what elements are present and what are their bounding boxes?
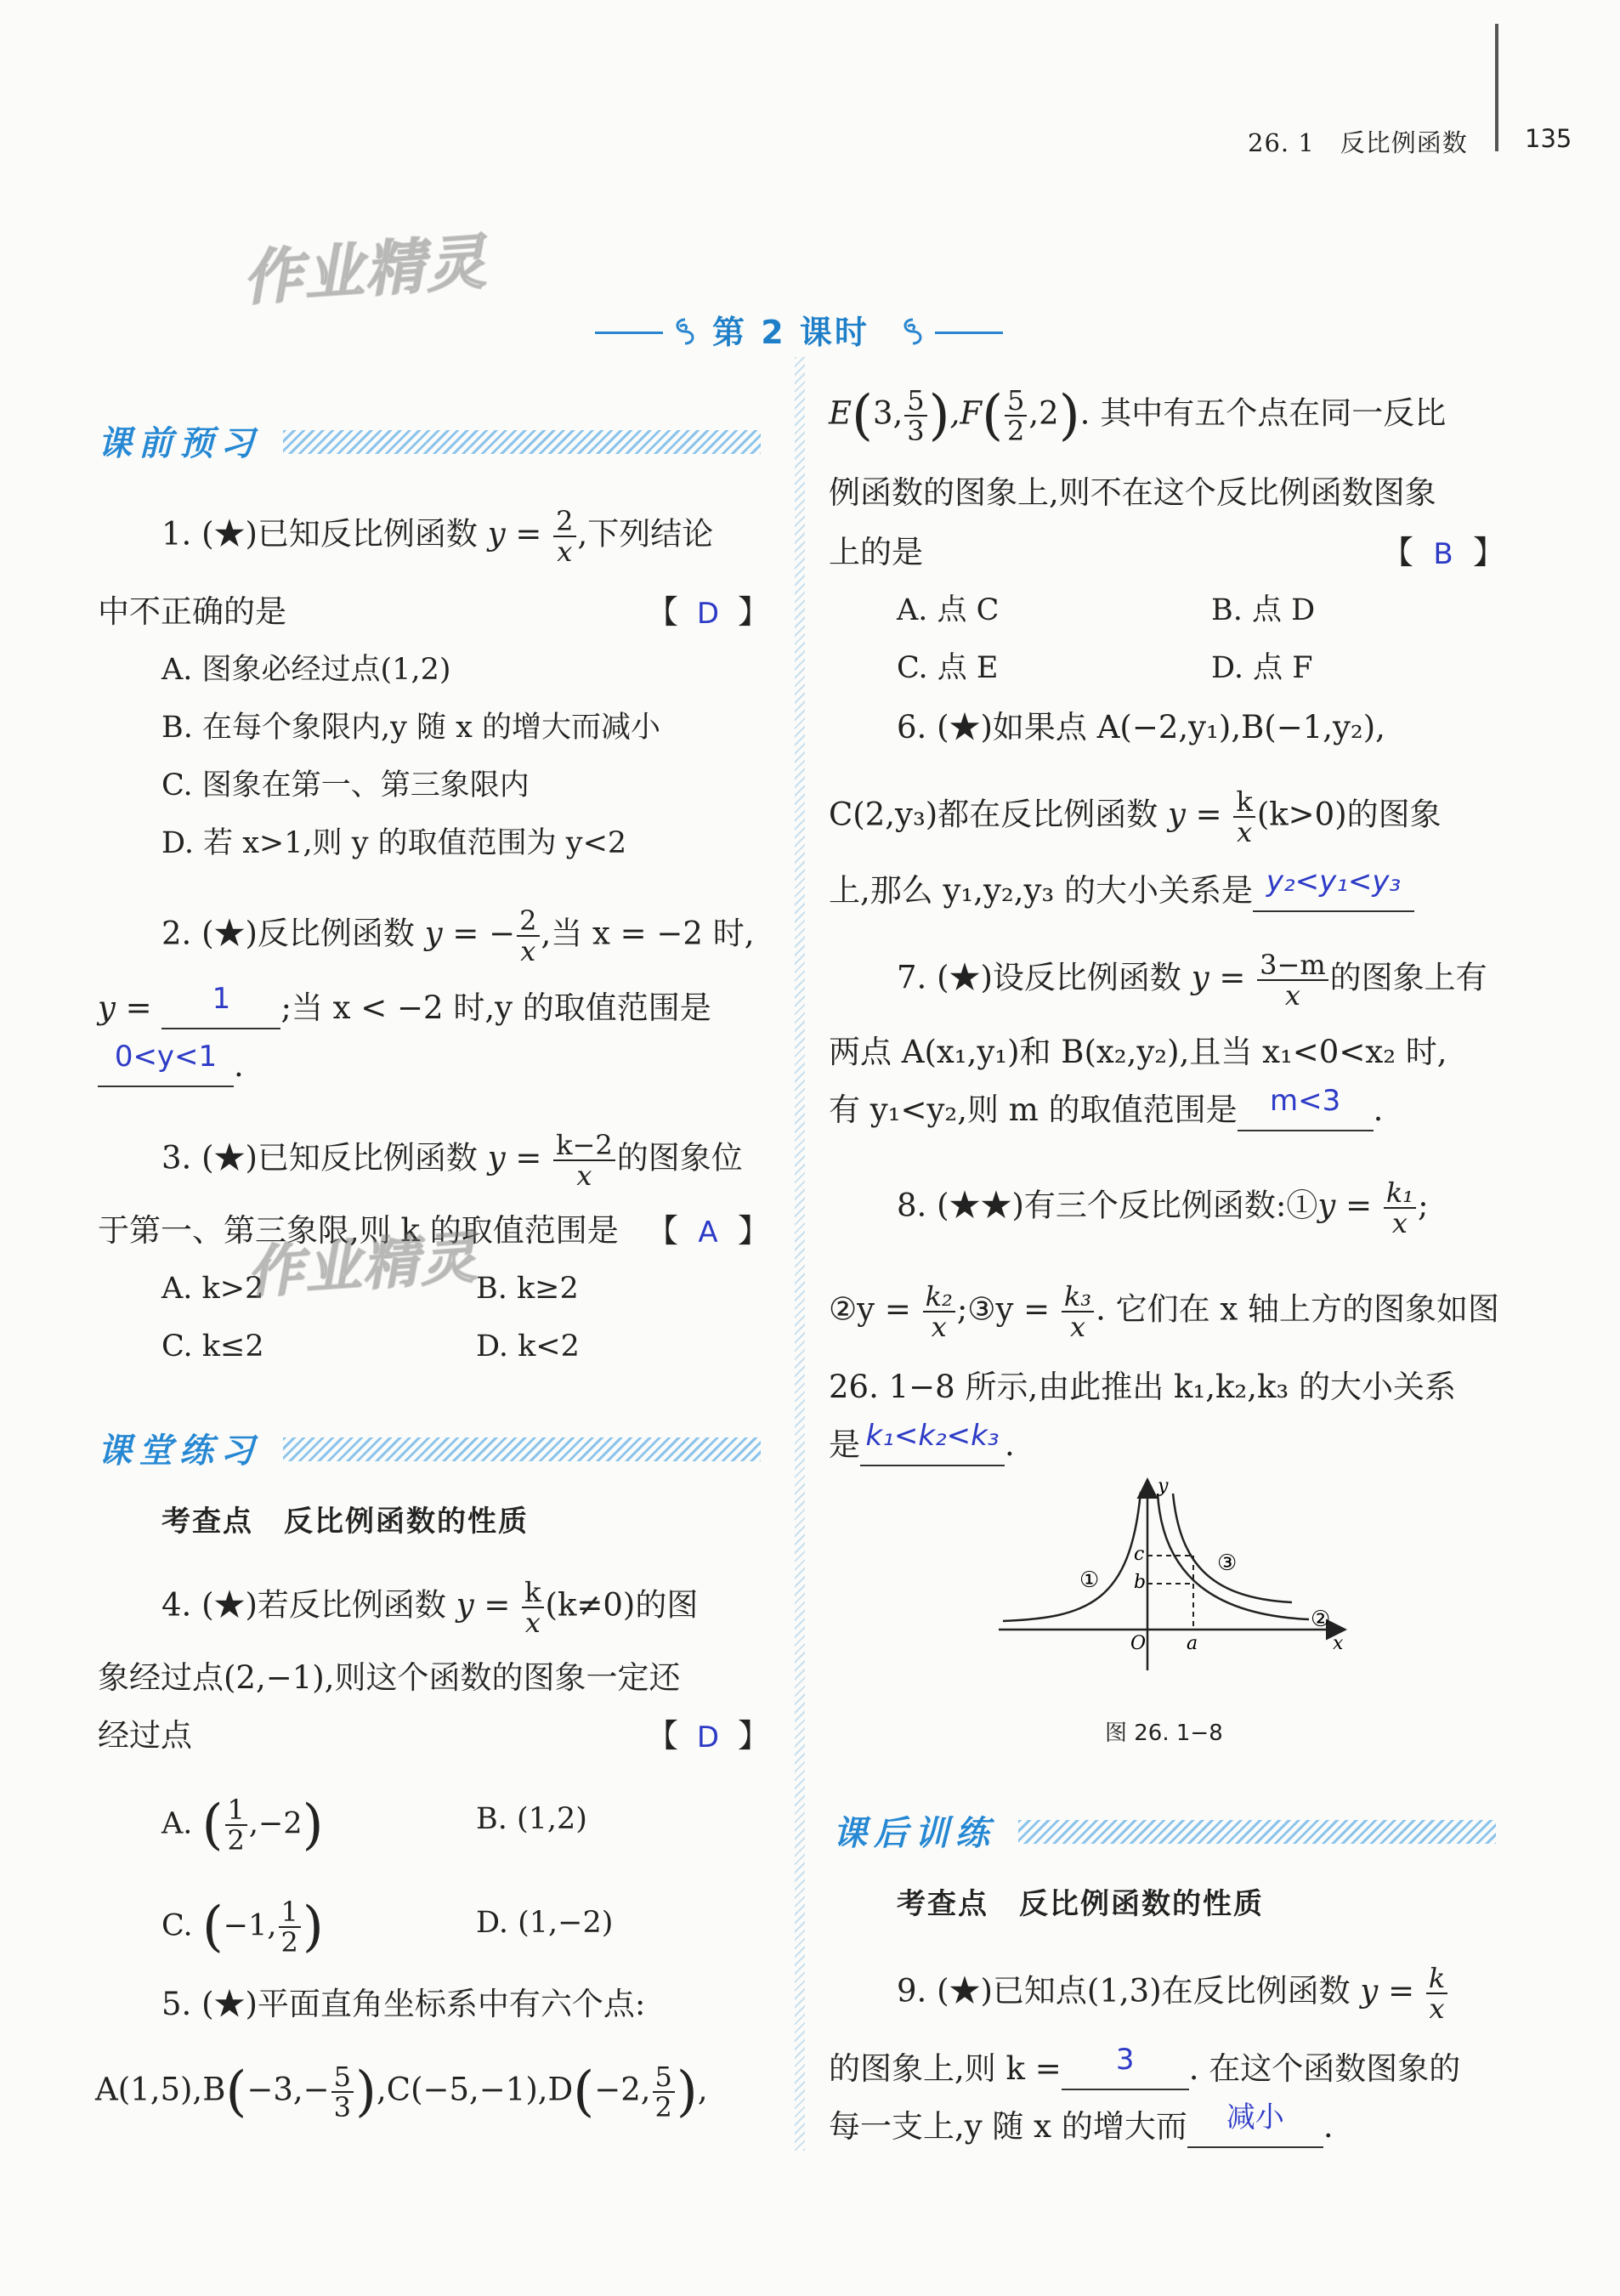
q1-option-b: B. 在每个象限内,y 随 x 的增大而减小 bbox=[161, 711, 660, 745]
q2-line-1 bbox=[161, 906, 754, 966]
section-preview-heading bbox=[98, 417, 761, 463]
q6-line-2 bbox=[829, 787, 1442, 847]
q8-f2-num: k₂ bbox=[923, 1282, 955, 1312]
q8-f3-num: k₃ bbox=[1062, 1282, 1094, 1312]
section-preview-label: 课前预习 bbox=[98, 424, 261, 463]
q8-text-a-end: ; bbox=[1418, 1187, 1429, 1224]
q4-opt-c-den: 2 bbox=[280, 1926, 298, 1959]
q4-text-b: (k≠0)的图 bbox=[545, 1586, 699, 1624]
q1-line-2: 中不正确的是 bbox=[98, 593, 286, 630]
q5-point-e-num: 5 bbox=[904, 386, 926, 417]
q1-answer: D bbox=[696, 597, 720, 631]
q2-line-3 bbox=[98, 1040, 244, 1087]
q2-line-2 bbox=[98, 982, 711, 1029]
q4-opt-c-label: C. bbox=[161, 1908, 193, 1943]
q7-text-a: 7. (★)设反比例函数 bbox=[897, 959, 1192, 996]
q8-f3-pre: ;③y = bbox=[956, 1290, 1060, 1328]
q5-point-f-fraction bbox=[1005, 386, 1027, 445]
q8-f1-num: k₁ bbox=[1384, 1178, 1416, 1209]
q1-line-1 bbox=[161, 507, 713, 566]
q5-point-b-mid: −3,− bbox=[246, 2071, 330, 2108]
section-classwork-heading bbox=[98, 1424, 761, 1471]
label-curve-3: ③ bbox=[1217, 1551, 1238, 1576]
q6-line-1: 6. (★)如果点 A(−2,y₁),B(−1,y₂), bbox=[897, 709, 1385, 745]
q6-answer: y₂<y₁<y₃ bbox=[1266, 865, 1402, 899]
q3-option-c: C. k≤2 bbox=[161, 1329, 264, 1363]
q5-line-5: 上的是 bbox=[829, 534, 923, 570]
q4-fraction bbox=[522, 1578, 543, 1637]
watermark-logo: 作业精灵 bbox=[240, 227, 490, 314]
q5-point-end: , bbox=[697, 2071, 708, 2108]
label-a: a bbox=[1187, 1633, 1198, 1654]
q5-point-f-num: 5 bbox=[1005, 386, 1027, 417]
q2-blank-2 bbox=[98, 1040, 234, 1087]
q4-frac-den: x bbox=[524, 1607, 541, 1639]
q4-opt-a-den: 2 bbox=[227, 1824, 245, 1857]
q2-text-c: ;当 x < −2 时,y 的取值范围是 bbox=[280, 989, 711, 1026]
q9-func-lhs: y = bbox=[1360, 1972, 1425, 2010]
q8-text-a: 8. (★★)有三个反比例函数:① bbox=[897, 1187, 1318, 1224]
q5-option-b: B. 点 D bbox=[1211, 593, 1316, 627]
q2-blank-1 bbox=[161, 982, 280, 1029]
q4-opt-a-post: ,−2 bbox=[248, 1806, 303, 1841]
q9-frac-num: k bbox=[1426, 1964, 1447, 1994]
q3-answer-bracket: 【 A 】 bbox=[646, 1212, 771, 1250]
q4-option-a: A. ( $\frac{1}{2}$ ,−2) bbox=[161, 1794, 324, 1857]
q1-option-c: C. 图象在第一、第三象限内 bbox=[161, 768, 530, 802]
q6-text-c: 上,那么 y₁,y₂,y₃ 的大小关系是 bbox=[829, 872, 1254, 909]
q8-text-d: 是 bbox=[829, 1426, 860, 1463]
q1-text-a: 1. (★)已知反比例函数 bbox=[161, 515, 488, 553]
section-homework-label: 课后训练 bbox=[833, 1814, 996, 1853]
q5-point-e-mid: 3, bbox=[872, 394, 903, 432]
q8-line-4 bbox=[829, 1419, 1015, 1466]
q4-func-lhs: y = bbox=[456, 1586, 521, 1624]
header-divider bbox=[1495, 24, 1498, 151]
q5-point-d-fraction bbox=[653, 2062, 675, 2122]
q9-blank-2 bbox=[1187, 2100, 1323, 2148]
q4-answer-bracket: 【 D 】 bbox=[646, 1717, 771, 1755]
q5-point-f-label: ,F bbox=[949, 394, 983, 432]
q4-opt-a-label: A. bbox=[161, 1806, 193, 1841]
q5-option-d: D. 点 F bbox=[1211, 651, 1313, 685]
q5-point-f-den: 2 bbox=[1007, 415, 1025, 447]
q9-answer-1: 3 bbox=[1115, 2043, 1135, 2077]
q9-line-2 bbox=[829, 2043, 1461, 2090]
q6-text-b-post: (k>0)的图象 bbox=[1256, 796, 1442, 833]
q4-opt-c-num: 1 bbox=[279, 1897, 301, 1928]
label-b: b bbox=[1134, 1572, 1147, 1593]
q1-option-d: D. 若 x>1,则 y 的取值范围为 y<2 bbox=[161, 826, 627, 860]
q2-text-a: 2. (★)反比例函数 bbox=[161, 915, 425, 952]
q4-frac-num: k bbox=[522, 1578, 543, 1608]
hyperbola-figure bbox=[994, 1475, 1351, 1679]
section-homework-heading bbox=[833, 1806, 1496, 1853]
q7-text-b: 的图象上有 bbox=[1329, 959, 1487, 996]
q4-line-2: 象经过点(2,−1),则这个函数的图象一定还 bbox=[98, 1659, 681, 1696]
q5-point-d-mid: −2, bbox=[594, 2071, 651, 2108]
q3-frac-den: x bbox=[576, 1159, 592, 1192]
watermark-logo: 作业精灵 bbox=[245, 1224, 480, 1307]
label-y: y bbox=[1158, 1476, 1169, 1497]
q8-text-b: . 它们在 x 轴上方的图象如图 bbox=[1096, 1290, 1500, 1328]
q5-line-3: E(3, $\frac{5}{3}$ ),F( $\frac{5}{2}$ ,2). 其中有五个点在同一反比 bbox=[829, 384, 1447, 447]
q9-text-b: 的图象上,则 k = bbox=[829, 2050, 1062, 2087]
q7-frac-num: 3−m bbox=[1257, 950, 1328, 981]
q6-text-b-pre: C(2,y₃)都在反比例函数 bbox=[829, 796, 1168, 833]
label-curve-2: ② bbox=[1311, 1607, 1331, 1632]
q7-text-end: . bbox=[1373, 1091, 1384, 1128]
q9-text-a: 9. (★)已知点(1,3)在反比例函数 bbox=[897, 1972, 1361, 2010]
q3-fraction bbox=[553, 1131, 615, 1190]
q4-line-3: 经过点 bbox=[98, 1717, 192, 1754]
q4-answer: D bbox=[696, 1721, 720, 1755]
q6-blank bbox=[1253, 865, 1414, 912]
q9-text-end: . bbox=[1323, 2108, 1334, 2145]
q5-line-2: A(1,5),B(−3,− $\frac{5}{3}$ ),C(−5,−1),D(−2, $\frac{5}{2}$ ), bbox=[95, 2061, 708, 2123]
q8-f1-fraction bbox=[1384, 1178, 1416, 1238]
q5-point-b-fraction bbox=[331, 2062, 354, 2122]
q5-line-4: 例函数的图象上,则不在这个反比例函数图象 bbox=[829, 474, 1436, 511]
q8-f1-den: x bbox=[1391, 1207, 1408, 1239]
q7-text-d: 有 y₁<y₂,则 m 的取值范围是 bbox=[829, 1091, 1238, 1128]
q7-fraction bbox=[1257, 950, 1328, 1010]
q5-point-e-fraction bbox=[904, 386, 926, 445]
q7-blank bbox=[1238, 1084, 1374, 1131]
q4-option-d: D. (1,−2) bbox=[476, 1906, 614, 1940]
q8-line-2 bbox=[829, 1282, 1499, 1341]
q3-option-b: B. k≥2 bbox=[476, 1272, 579, 1306]
q1-func-lhs: y = bbox=[487, 515, 552, 553]
q2-text-b: ,当 x = −2 时, bbox=[541, 915, 755, 952]
q3-text-b: 的图象位 bbox=[616, 1139, 743, 1176]
q5-point-d-num: 5 bbox=[653, 2062, 675, 2093]
q5-answer: B bbox=[1433, 537, 1453, 571]
q7-line-1 bbox=[897, 950, 1487, 1010]
page-number: 135 bbox=[1525, 124, 1572, 153]
section-classwork-label: 课堂练习 bbox=[98, 1431, 261, 1471]
q4-option-b: B. (1,2) bbox=[476, 1802, 587, 1836]
heading-hatch bbox=[283, 1437, 761, 1461]
curve-3 bbox=[1173, 1494, 1292, 1602]
q5-point-b-num: 5 bbox=[331, 2062, 354, 2093]
q8-f3-den: x bbox=[1069, 1311, 1086, 1343]
q8-f3-fraction bbox=[1062, 1282, 1094, 1341]
q7-frac-den: x bbox=[1284, 979, 1300, 1012]
q7-line-3 bbox=[829, 1084, 1384, 1131]
q9-text-b-post: . 在这个函数图象的 bbox=[1188, 2050, 1461, 2087]
q3-answer: A bbox=[698, 1216, 718, 1250]
q8-f2-pre: ②y = bbox=[829, 1290, 921, 1328]
q6-fraction bbox=[1233, 787, 1255, 847]
q5-point-e-den: 3 bbox=[907, 415, 925, 447]
q9-text-c: 每一支上,y 随 x 的增大而 bbox=[829, 2108, 1187, 2145]
q6-frac-num: k bbox=[1233, 787, 1255, 818]
q2-fraction bbox=[517, 906, 539, 966]
scroll-ornament-icon bbox=[896, 315, 930, 349]
q4-opt-c-mid: −1, bbox=[223, 1908, 277, 1943]
q3-option-a: A. k>2 bbox=[161, 1272, 264, 1306]
q3-option-d: D. k<2 bbox=[476, 1329, 580, 1363]
q8-f2-fraction bbox=[923, 1282, 955, 1341]
heading-hatch bbox=[1018, 1820, 1496, 1844]
q8-f2-den: x bbox=[931, 1311, 947, 1343]
q4-option-c: C. (−1, $\frac{1}{2}$ ) bbox=[161, 1896, 324, 1959]
q1-frac-num: 2 bbox=[553, 507, 575, 537]
q4-opt-a-num: 1 bbox=[225, 1795, 247, 1826]
q8-text-end: . bbox=[1005, 1426, 1015, 1463]
header-section-title: 26. 1 反比例函数 bbox=[1248, 128, 1468, 157]
q8-f1-lhs: y = bbox=[1317, 1187, 1382, 1224]
column-divider bbox=[795, 357, 805, 2151]
q3-func-lhs: y = bbox=[487, 1139, 552, 1176]
q2-answer-1: 1 bbox=[212, 982, 231, 1016]
q1-answer-bracket: 【 D 】 bbox=[646, 593, 771, 631]
q1-text-b: ,下列结论 bbox=[577, 515, 714, 553]
label-x: x bbox=[1333, 1633, 1344, 1654]
q2-answer-2: 0<y<1 bbox=[114, 1040, 218, 1074]
figure-caption: 图 26. 1−8 bbox=[1105, 1721, 1223, 1746]
label-curve-1: ① bbox=[1079, 1568, 1100, 1593]
q5-answer-bracket: 【 B 】 bbox=[1381, 534, 1506, 571]
q6-func-lhs: y = bbox=[1167, 796, 1232, 833]
q8-blank bbox=[860, 1419, 1005, 1466]
q1-frac-den: x bbox=[557, 536, 573, 568]
q3-frac-num: k−2 bbox=[553, 1131, 615, 1161]
q9-answer-2: 减小 bbox=[1226, 2100, 1284, 2134]
q5-point-c: ,C(−5,−1),D bbox=[377, 2071, 574, 2108]
q7-answer: m<3 bbox=[1269, 1084, 1341, 1118]
q7-func-lhs: y = bbox=[1191, 959, 1256, 996]
q6-line-3 bbox=[829, 865, 1414, 912]
q9-line-1 bbox=[897, 1964, 1449, 2023]
q2-frac-den: x bbox=[520, 935, 536, 967]
lesson-title-text: 第 2 课时 bbox=[712, 314, 869, 351]
q5-point-e-label: E bbox=[829, 394, 852, 432]
q3-text-a: 3. (★)已知反比例函数 bbox=[161, 1139, 488, 1176]
q1-fraction bbox=[553, 507, 575, 566]
label-c: c bbox=[1134, 1544, 1145, 1565]
q4-text-a: 4. (★)若反比例函数 bbox=[161, 1586, 456, 1624]
homework-topic: 考查点 反比例函数的性质 bbox=[897, 1887, 1264, 1921]
q4-opt-a-fraction bbox=[225, 1795, 247, 1855]
q7-line-2: 两点 A(x₁,y₁)和 B(x₂,y₂),且当 x₁<0<x₂ 时, bbox=[829, 1034, 1447, 1070]
q4-line-1 bbox=[161, 1578, 698, 1637]
q8-line-3: 26. 1−8 所示,由此推出 k₁,k₂,k₃ 的大小关系 bbox=[829, 1369, 1457, 1405]
lesson-title bbox=[595, 306, 1003, 357]
q6-frac-den: x bbox=[1237, 816, 1253, 848]
title-right-rule bbox=[935, 332, 1003, 334]
q2-frac-num: 2 bbox=[517, 906, 539, 937]
q8-line-1 bbox=[897, 1178, 1429, 1238]
q9-line-3 bbox=[829, 2100, 1334, 2148]
q2-text-end: . bbox=[234, 1047, 244, 1084]
q9-frac-den: x bbox=[1429, 1993, 1445, 2025]
scroll-ornament-icon bbox=[668, 315, 702, 349]
q5-point-f-post: ,2 bbox=[1028, 394, 1059, 432]
q3-line-1 bbox=[161, 1131, 743, 1190]
q5-point-b-den: 3 bbox=[333, 2091, 352, 2123]
q5-option-a: A. 点 C bbox=[897, 593, 1000, 627]
heading-hatch bbox=[283, 430, 761, 454]
title-left-rule bbox=[595, 332, 663, 334]
curve-1 bbox=[1003, 1492, 1141, 1621]
q5-line-1: 5. (★)平面直角坐标系中有六个点: bbox=[161, 1986, 646, 2022]
q2-func-lhs: y = − bbox=[424, 915, 516, 952]
q5-option-c: C. 点 E bbox=[897, 651, 999, 685]
q4-opt-c-fraction bbox=[279, 1897, 301, 1957]
q5-text-b: . 其中有五个点在同一反比 bbox=[1079, 394, 1447, 432]
q9-blank-1 bbox=[1062, 2043, 1189, 2090]
q8-answer: k₁<k₂<k₃ bbox=[865, 1419, 1000, 1453]
q9-fraction bbox=[1426, 1964, 1447, 2023]
q1-option-a: A. 图象必经过点(1,2) bbox=[161, 653, 451, 687]
label-origin: O bbox=[1130, 1633, 1147, 1654]
q3-line-2: 于第一、第三象限,则 k 的取值范围是 bbox=[98, 1212, 619, 1249]
q2-y-eq: y = bbox=[98, 989, 162, 1026]
q5-point-a: A(1,5),B bbox=[95, 2071, 226, 2108]
classwork-topic: 考查点 反比例函数的性质 bbox=[161, 1505, 529, 1539]
q5-point-d-den: 2 bbox=[654, 2091, 672, 2123]
